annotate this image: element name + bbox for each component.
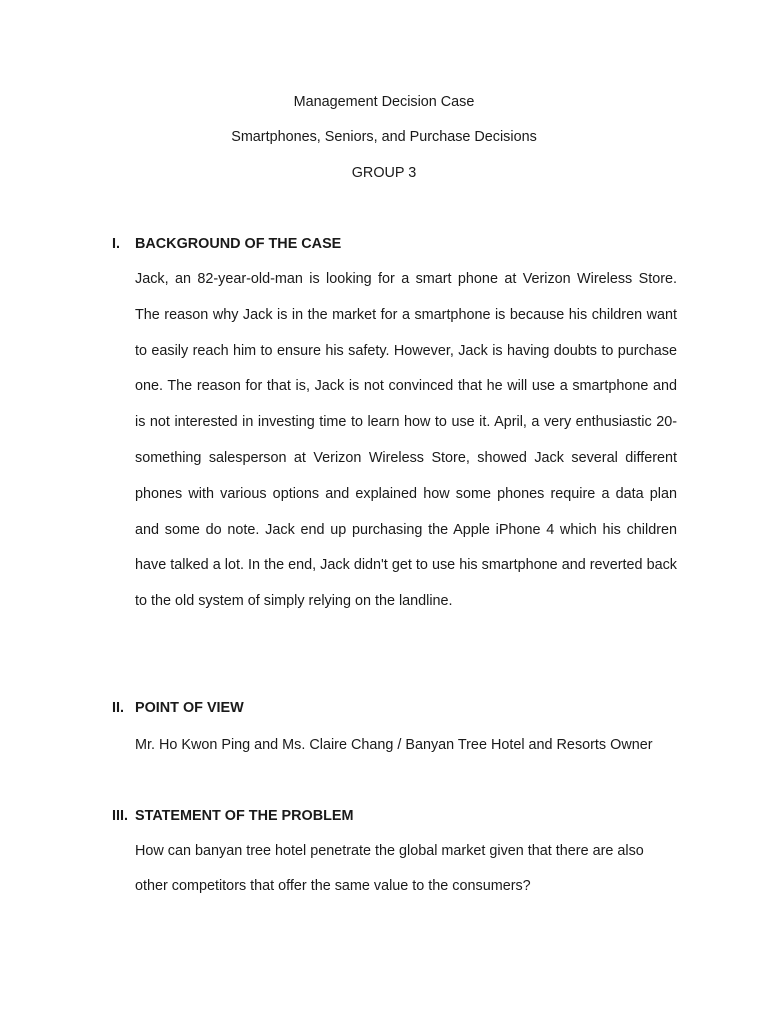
case-title: Smartphones, Seniors, and Purchase Decisions bbox=[231, 129, 537, 145]
section-3-number: III. bbox=[112, 808, 128, 824]
section-1-body: Jack, an 82-year-old-man is looking for a smart phone at Verizon Wireless Store. The reason why Jack is in the market for a smartphone is because his children want to easily reach him to ensure his safety. However, Jack is having doubts to purchase one. The reason for that is, Jack is not convinced that he will use a smartphone and is not interested in investing time to learn how to use it. April, a very enthusiastic 20-something salesperson at Verizon Wireless Store, showed Jack several different phones with various options and explained how some phones require a data plan and some do note. Jack end up purchasing the Apple iPhone 4 which his children have talked a lot. In the end, Jack didn't get to use his smartphone and reverted back to the old system of simply relying on the landline. bbox=[135, 271, 677, 610]
section-3-body: How can banyan tree hotel penetrate the global market given that there are also other competitors that offer the same value to the consumers? bbox=[135, 843, 644, 894]
section-1-heading: BACKGROUND OF THE CASE bbox=[135, 236, 342, 252]
section-1-number: I. bbox=[112, 236, 120, 252]
group-label: GROUP 3 bbox=[351, 165, 417, 181]
section-2-number: II. bbox=[112, 700, 124, 716]
section-2-heading: POINT OF VIEW bbox=[135, 700, 244, 716]
document-title: Management Decision Case bbox=[293, 94, 475, 110]
section-3-heading: STATEMENT OF THE PROBLEM bbox=[135, 808, 354, 824]
section-2-body: Mr. Ho Kwon Ping and Ms. Claire Chang / Banyan Tree Hotel and Resorts Owner bbox=[135, 737, 653, 753]
